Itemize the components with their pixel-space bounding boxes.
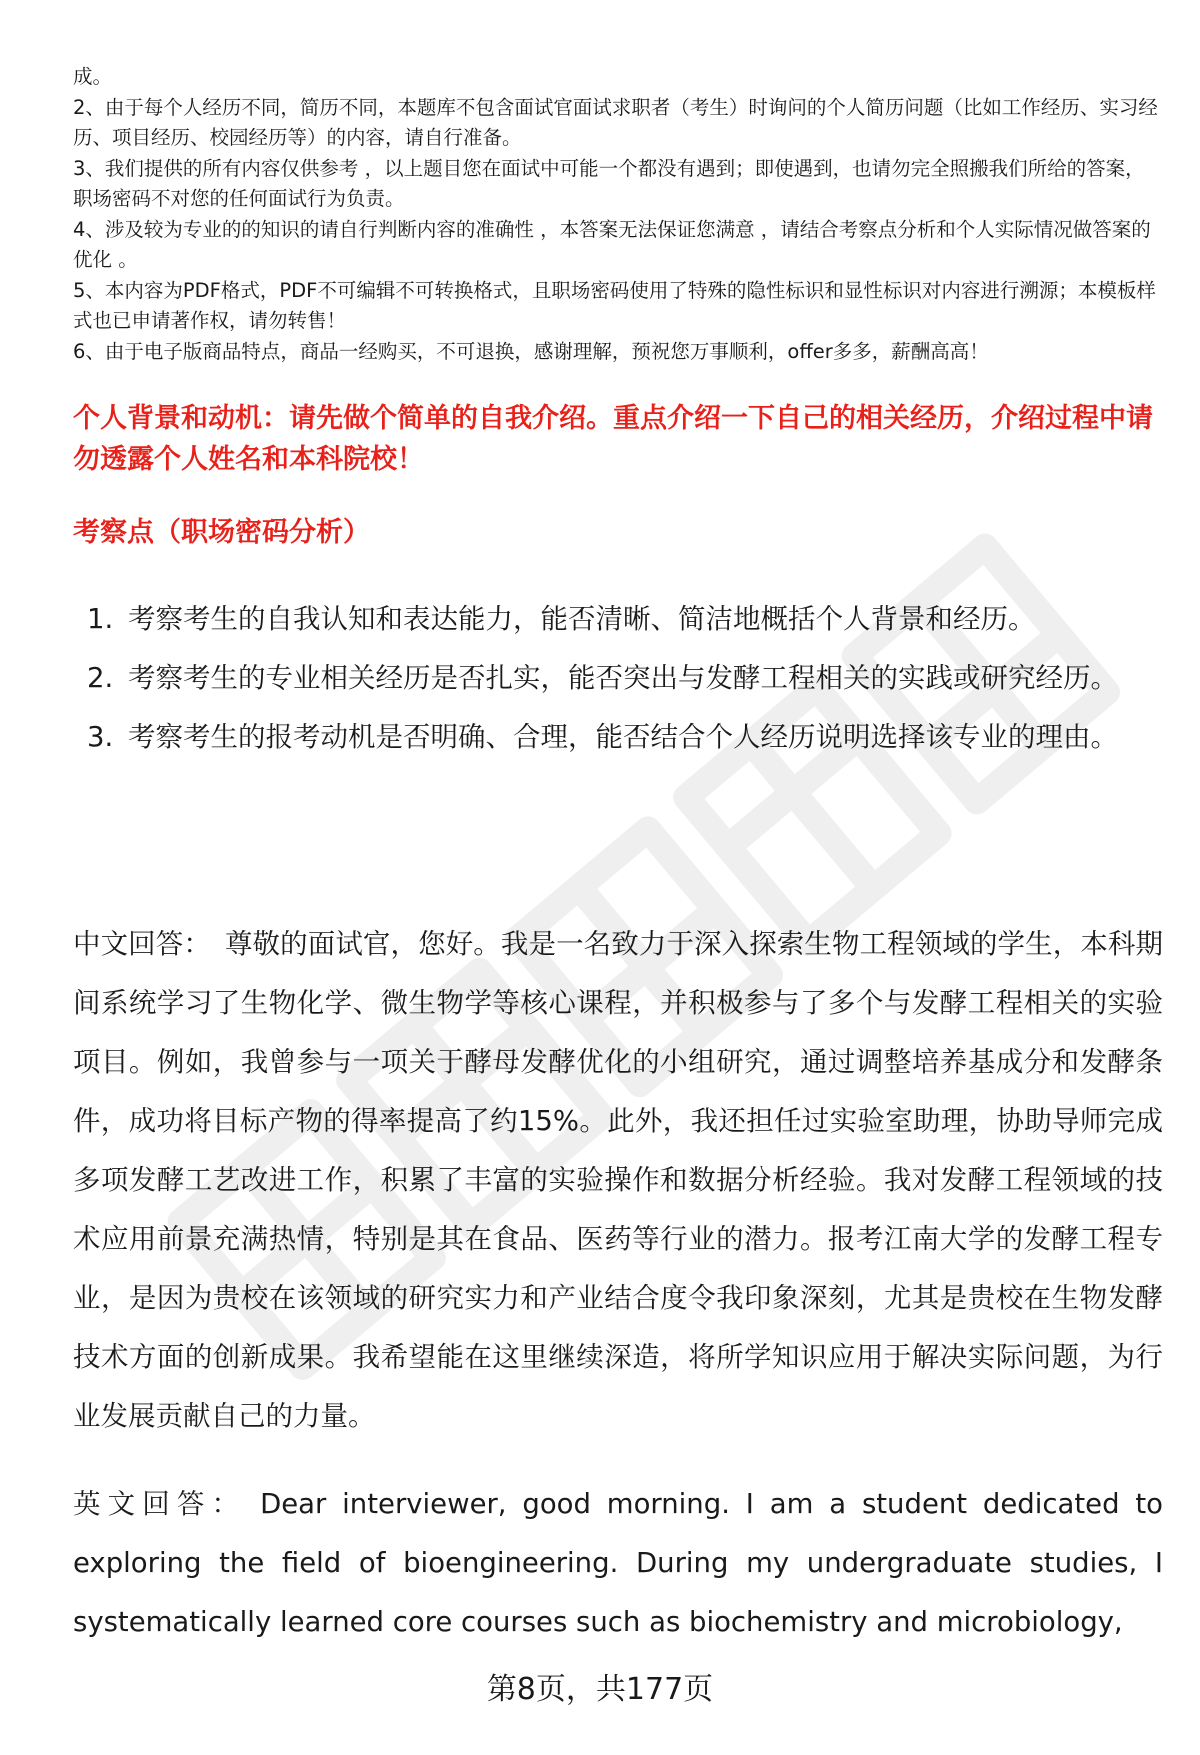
chinese-answer-text: 尊敬的面试官，您好。我是一名致力于深入探索生物工程领域的学生，本科期间系统学习了生物化学、微生物学等核心课程，并积极参与了多个与发酵工程相关的实验项目。例如，我曾参与一项关于酵母发酵优化的小组研究，通过调整培养基成分和发酵条件，成功将目标产物的得率提高了约15%。此外，我还担任过实验室助理，协助导师完成多项发酵工艺改进工作，积累了丰富的实验操作和数据分析经验。我对发酵工程领域的技术应用前景充满热情，特别是其在食品、医药等行业的潜力。报考江南大学的发酵工程专业，是因为贵校在该领域的研究实力和产业结合度令我印象深刻，尤其是贵校在生物发酵技术方面的创新成果。我希望能在这里继续深造，将所学知识应用于解决实际问题，为行业发展贡献自己的力量。 [73,928,1164,1432]
list-item [73,649,1163,708]
page-number: 第8页，共177页 [486,1672,714,1707]
list-number: 2. [87,662,114,694]
note-line: 5、本内容为PDF格式，PDF不可编辑不可转换格式，且职场密码使用了特殊的隐性标识和显性标识对内容进行溯源；本模板样式也已申请著作权，请勿转售！ [73,278,1156,332]
list-item [73,590,1163,649]
list-number: 1. [87,603,114,635]
points-heading: 考察点（职场密码分析） [73,517,370,548]
note-line: 4、涉及较为专业的的知识的请自行判断内容的准确性 ，本答案无法保证您满意 ，请结合考察点分析和个人实际情况做答案的优化 。 [73,217,1151,271]
note-line: 3、我们提供的所有内容仅供参考 ，以上题目您在面试中可能一个都没有遇到；即使遇到，也请勿完全照搬我们所给的答案，职场密码不对您的任何面试行为负责。 [73,156,1145,210]
english-answer [73,1475,1163,1652]
list-item [73,708,1163,767]
english-answer-label: 英文回答： [73,1488,247,1520]
list-number: 3. [87,721,114,753]
chinese-answer [73,915,1163,1446]
english-answer-text: Dear interviewer, good morning. I am a student dedicated to exploring the field of bioengineering. During my undergraduate studies, I systematically learned core courses such as biochemistry and microbiology, [73,1488,1163,1638]
note-line: 2、由于每个人经历不同，简历不同，本题库不包含面试官面试求职者（考生）时询问的个人简历问题（比如工作经历、实习经历、项目经历、校园经历等）的内容，请自行准备。 [73,95,1158,149]
chinese-answer-label: 中文回答： [73,928,211,960]
list-text: 考察考生的专业相关经历是否扎实，能否突出与发酵工程相关的实践或研究经历。 [128,662,1118,694]
assessment-points [73,590,1163,767]
disclaimer-notes [73,62,1163,367]
note-line: 成。 [73,65,113,88]
note-line: 6、由于电子版商品特点，商品一经购买，不可退换，感谢理解，预祝您万事顺利，offer多多，薪酬高高！ [73,339,989,363]
question-heading: 个人背景和动机：请先做个简单的自我介绍。重点介绍一下自己的相关经历，介绍过程中请勿透露个人姓名和本科院校！ [73,403,1153,475]
list-text: 考察考生的自我认知和表达能力，能否清晰、简洁地概括个人背景和经历。 [128,603,1036,635]
list-text: 考察考生的报考动机是否明确、合理，能否结合个人经历说明选择该专业的理由。 [128,721,1118,753]
